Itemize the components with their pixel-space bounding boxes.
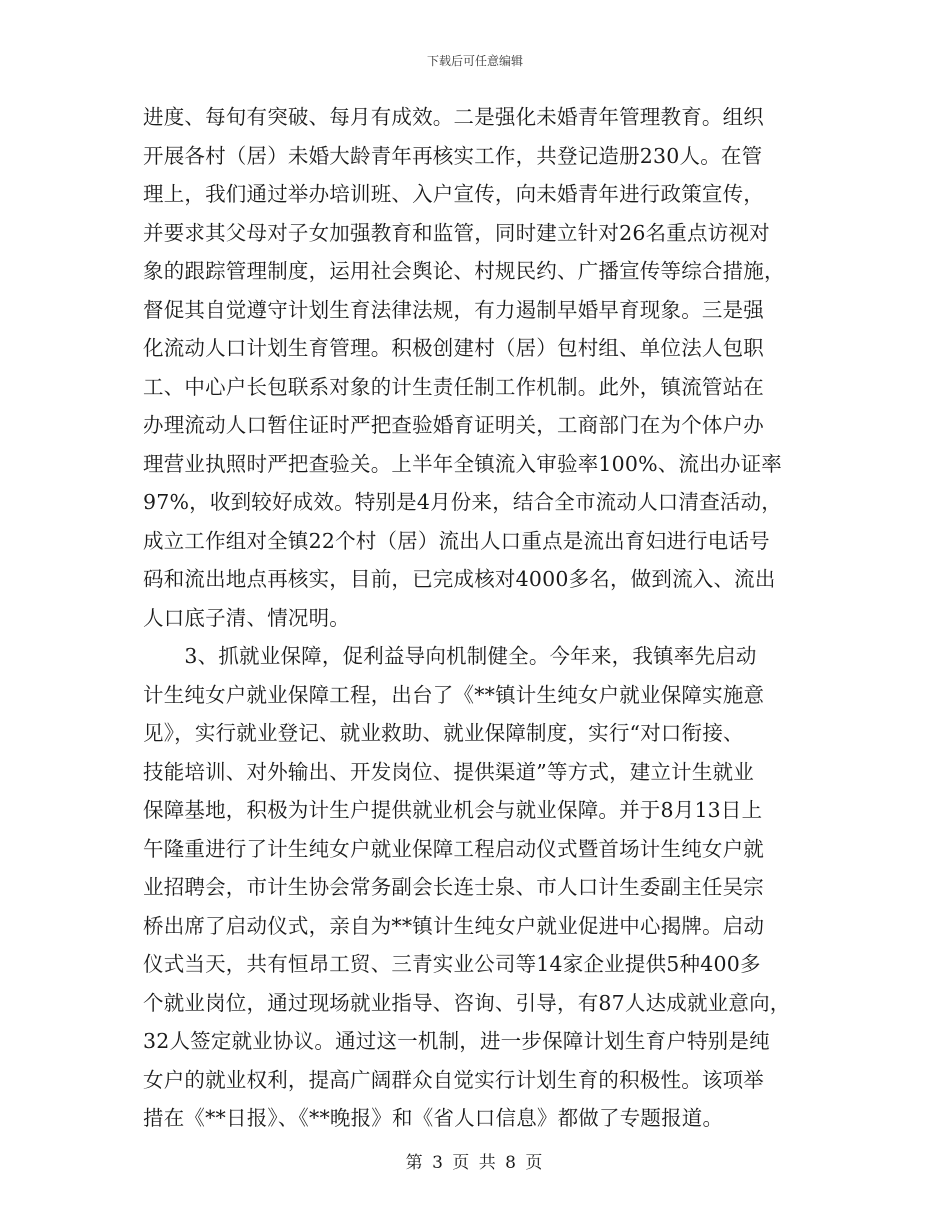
- text-line: 32人签定就业协议。通过这一机制，进一步保障计划生育户特别是纯: [143, 1029, 770, 1053]
- text-line: 象的跟踪管理制度，运用社会舆论、村规民约、广播宣传等综合措施，: [143, 259, 785, 283]
- text-line: 计生纯女户就业保障工程，出台了《**镇计生纯女户就业保障实施意: [143, 682, 765, 707]
- document-body: [143, 98, 809, 1138]
- text-line: 3、抓就业保障，促利益导向机制健全。今年来，我镇率先启动: [143, 644, 757, 668]
- text-line: 进度、每旬有突破、每月有成效。二是强化未婚青年管理教育。组织: [143, 105, 764, 129]
- text-line: 办理流动人口暂住证时严把查验婚育证明关，工商部门在为个体户办: [143, 413, 764, 437]
- text-line: 成立工作组对全镇22个村（居）流出人口重点是流出育妇进行电话号: [143, 528, 770, 553]
- text-line: 并要求其父母对子女加强教育和监管，同时建立针对26名重点访视对: [143, 220, 770, 245]
- text-line: 码和流出地点再核实，目前，已完成核对4000多名，做到流入、流出: [143, 567, 776, 591]
- text-line: 女户的就业权利，提高广阔群众自觉实行计划生育的积极性。该项举: [143, 1067, 764, 1092]
- text-line: 开展各村（居）未婚大龄青年再核实工作，共登记造册230人。在管: [143, 143, 763, 168]
- text-line: 桥出席了启动仪式，亲自为**镇计生纯女户就业促进中心揭牌。启动: [143, 913, 765, 938]
- text-line: 业招聘会，市计生协会常务副会长连士泉、市人口计生委副主任吴宗: [143, 875, 764, 899]
- text-line: 见》，实行就业登记、就业救助、就业保障制度，实行“对口衔接、: [143, 721, 744, 745]
- text-line: 保障基地，积极为计生户提供就业机会与就业保障。并于8月13日上: [143, 798, 763, 822]
- text-line: 技能培训、对外输出、开发岗位、提供渠道”等方式，建立计生就业: [143, 759, 754, 784]
- text-line: 理上，我们通过举办培训班、入户宣传，向未婚青年进行政策宣传，: [143, 182, 764, 206]
- text-line: 个就业岗位，通过现场就业指导、咨询、引导，有87人达成就业意向，: [143, 990, 791, 1015]
- text-line: 督促其自觉遵守计划生育法律法规，有力遏制早婚早育现象。三是强: [143, 297, 764, 322]
- text-line: 人口底子清、情况明。: [143, 605, 350, 630]
- page-number: 第 3 页 共 8 页: [405, 1153, 545, 1173]
- text-line: 午隆重进行了计生纯女户就业保障工程启动仪式暨首场计生纯女户就: [143, 836, 764, 861]
- text-line: 措在《**日报》、《**晚报》和《省人口信息》都做了专题报道。: [143, 1106, 724, 1130]
- text-line: 仪式当天，共有恒昂工贸、三青实业公司等14家企业提供5种400多: [143, 952, 761, 976]
- text-line: 97%，收到较好成效。特别是4月份来，结合全市流动人口清查活动，: [143, 490, 783, 514]
- text-line: 理营业执照时严把查验关。上半年全镇流入审验率100%、流出办证率: [143, 451, 783, 476]
- page-header: 下载后可任意编辑: [426, 54, 523, 68]
- text-line: 化流动人口计划生育管理。积极创建村（居）包村组、单位法人包职: [143, 336, 764, 360]
- text-line: 工、中心户长包联系对象的计生责任制工作机制。此外，镇流管站在: [143, 374, 764, 399]
